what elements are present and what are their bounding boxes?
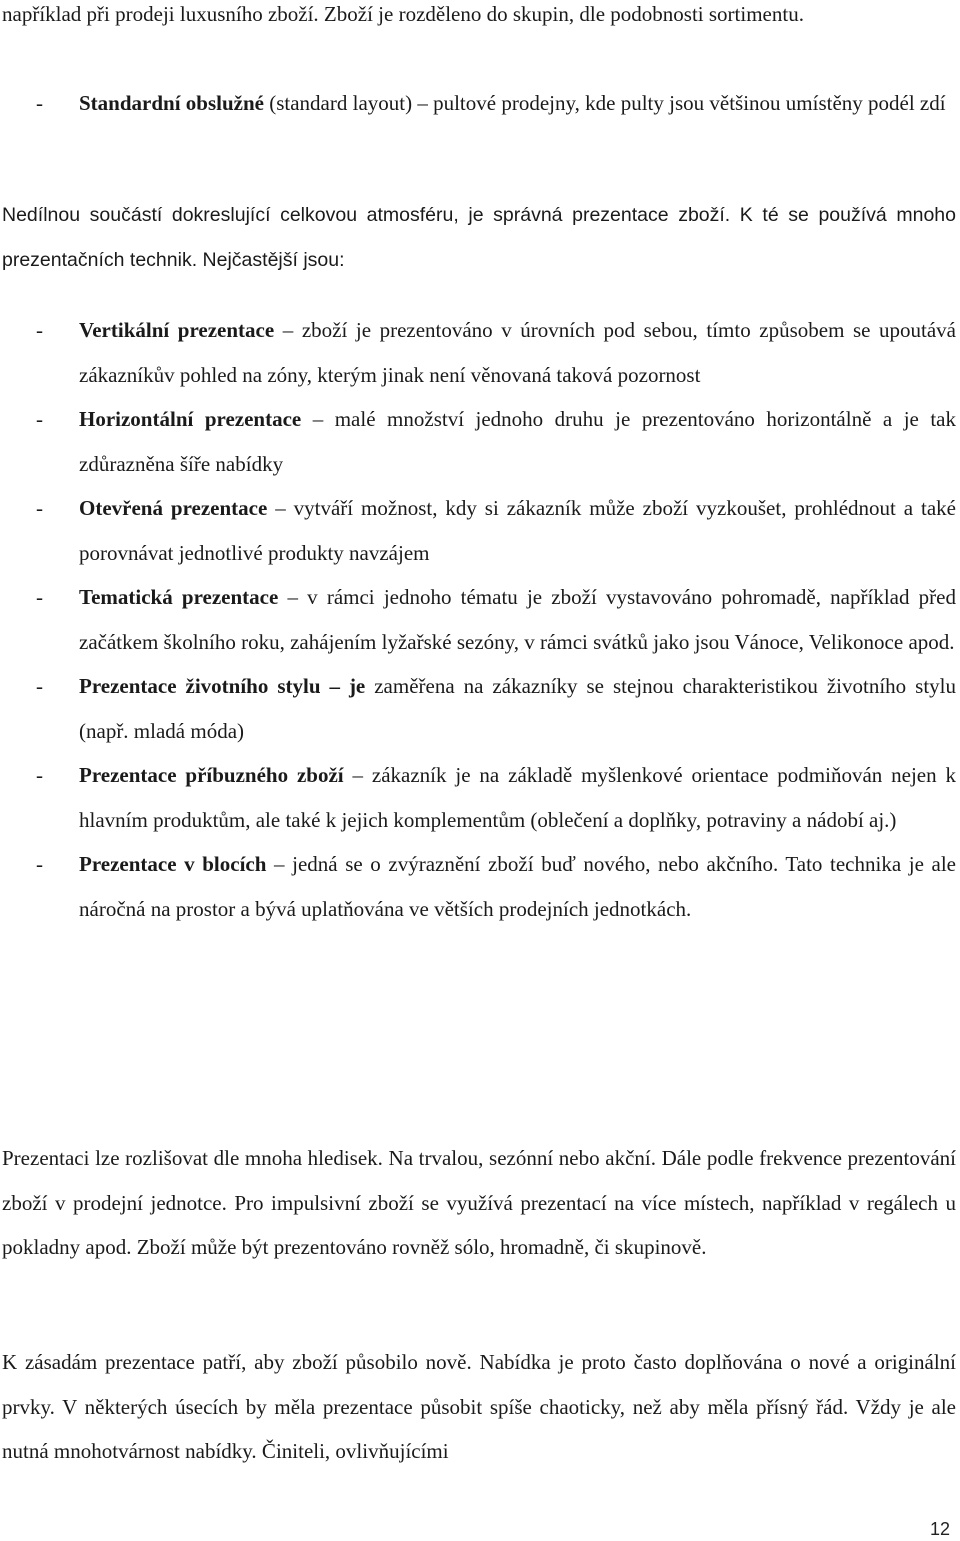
list-item-term: Prezentace životního stylu – je [79,674,366,698]
list-item-text: – zákazník je na základě myšlenkové orientace podmiňován nejen k hlavním produktům, ale také k jejich komplementům (oblečení a doplňky, potraviny a nádobí aj.) [79,763,956,832]
list-item-term: Prezentace v blocích [79,852,267,876]
list-item-term: Vertikální prezentace [79,318,275,342]
intro-text-1: Nedílnou součástí dokreslující celkovou atmosféru, je správná prezentace zboží. K té se používá mnoho prezentačních technik. [2,204,956,271]
list-item-text: (standard layout) – pultové prodejny, kde pulty jsou většinou umístěny podél zdí [263,91,946,115]
list-dash: - [36,763,43,787]
list-dash: - [36,318,43,342]
list-item-lifestyle [0,664,956,753]
list-item-term: Otevřená prezentace [79,496,268,520]
list-item-thematic [0,575,956,664]
list-item-text: – vytváří možnost, kdy si zákazník může zboží vyzkoušet, prohlédnout a také porovnávat jednotlivé produkty navzájem [79,496,956,565]
list-item-term: Horizontální prezentace [79,407,302,431]
list-item-term: Tematická prezentace [79,585,279,609]
list-item-text: zaměřena na zákazníky se stejnou charakteristikou životního stylu (např. mladá móda) [79,674,956,743]
list-item-text: – malé množství jednoho druhu je prezentováno horizontálně a je tak zdůrazněna šíře nabídky [79,407,957,476]
list-dash: - [36,407,43,431]
list-item-term: Prezentace příbuzného zboží [79,763,344,787]
intro-text-2: Nejčastější jsou: [197,248,345,271]
list-dash: - [36,91,43,115]
list-dash: - [36,496,43,520]
list-item-text: – zboží je prezentováno v úrovních pod sebou, tímto způsobem se upoutává zákazníkův pohled na zóny, kterým jinak není věnovaná taková pozornost [79,318,956,387]
intro-paragraph [2,193,956,282]
list-item-term: Standardní obslužné [79,91,264,115]
list-item-blocks [0,842,956,931]
list-dash: - [36,585,43,609]
list-dash: - [36,852,43,876]
presentation-techniques-list [0,308,956,931]
layout-list [0,81,956,126]
list-item-horizontal [0,397,956,486]
list-item-text: – v rámci jednoho tématu je zboží vystavováno pohromadě, například před začátkem školního roku, zahájením lyžařské sezóny, v rámci svátků jako jsou Vánoce, Velikonoce apod. [79,585,956,654]
paragraph-distinction: Prezentaci lze rozlišovat dle mnoha hledisek. Na trvalou, sezónní nebo akční. Dále podle frekvence prezentování zboží v prodejní jednotce. Pro impulsivní zboží se využívá prezentací na více místech, například v regálech u pokladny apod. Zboží může být prezentováno rovněž sólo, hromadně, či skupinově. [2,1146,956,1259]
paragraph-principles: K zásadám prezentace patří, aby zboží působilo nově. Nabídka je proto často doplňována o nové a originální prvky. V některých úsecích by měla prezentace působit spíše chaoticky, než aby měla přísný řád. Vždy je ale nutná mnohotvárnost nabídky. Činiteli, ovlivňujícími [2,1350,956,1463]
paragraph-continuation: například při prodeji luxusního zboží. Zboží je rozděleno do skupin, dle podobnosti sortimentu. [2,2,804,26]
list-item [0,81,956,126]
list-item-vertical [0,308,956,397]
page-number: 12 [929,1519,950,1539]
list-item-text: – jedná se o zvýraznění zboží buď nového, nebo akčního. Tato technika je ale náročná na prostor a bývá uplatňována ve větších prodejních jednotkách. [79,852,956,921]
list-item-related-goods [0,753,956,842]
list-dash: - [36,674,43,698]
list-item-open [0,486,956,575]
